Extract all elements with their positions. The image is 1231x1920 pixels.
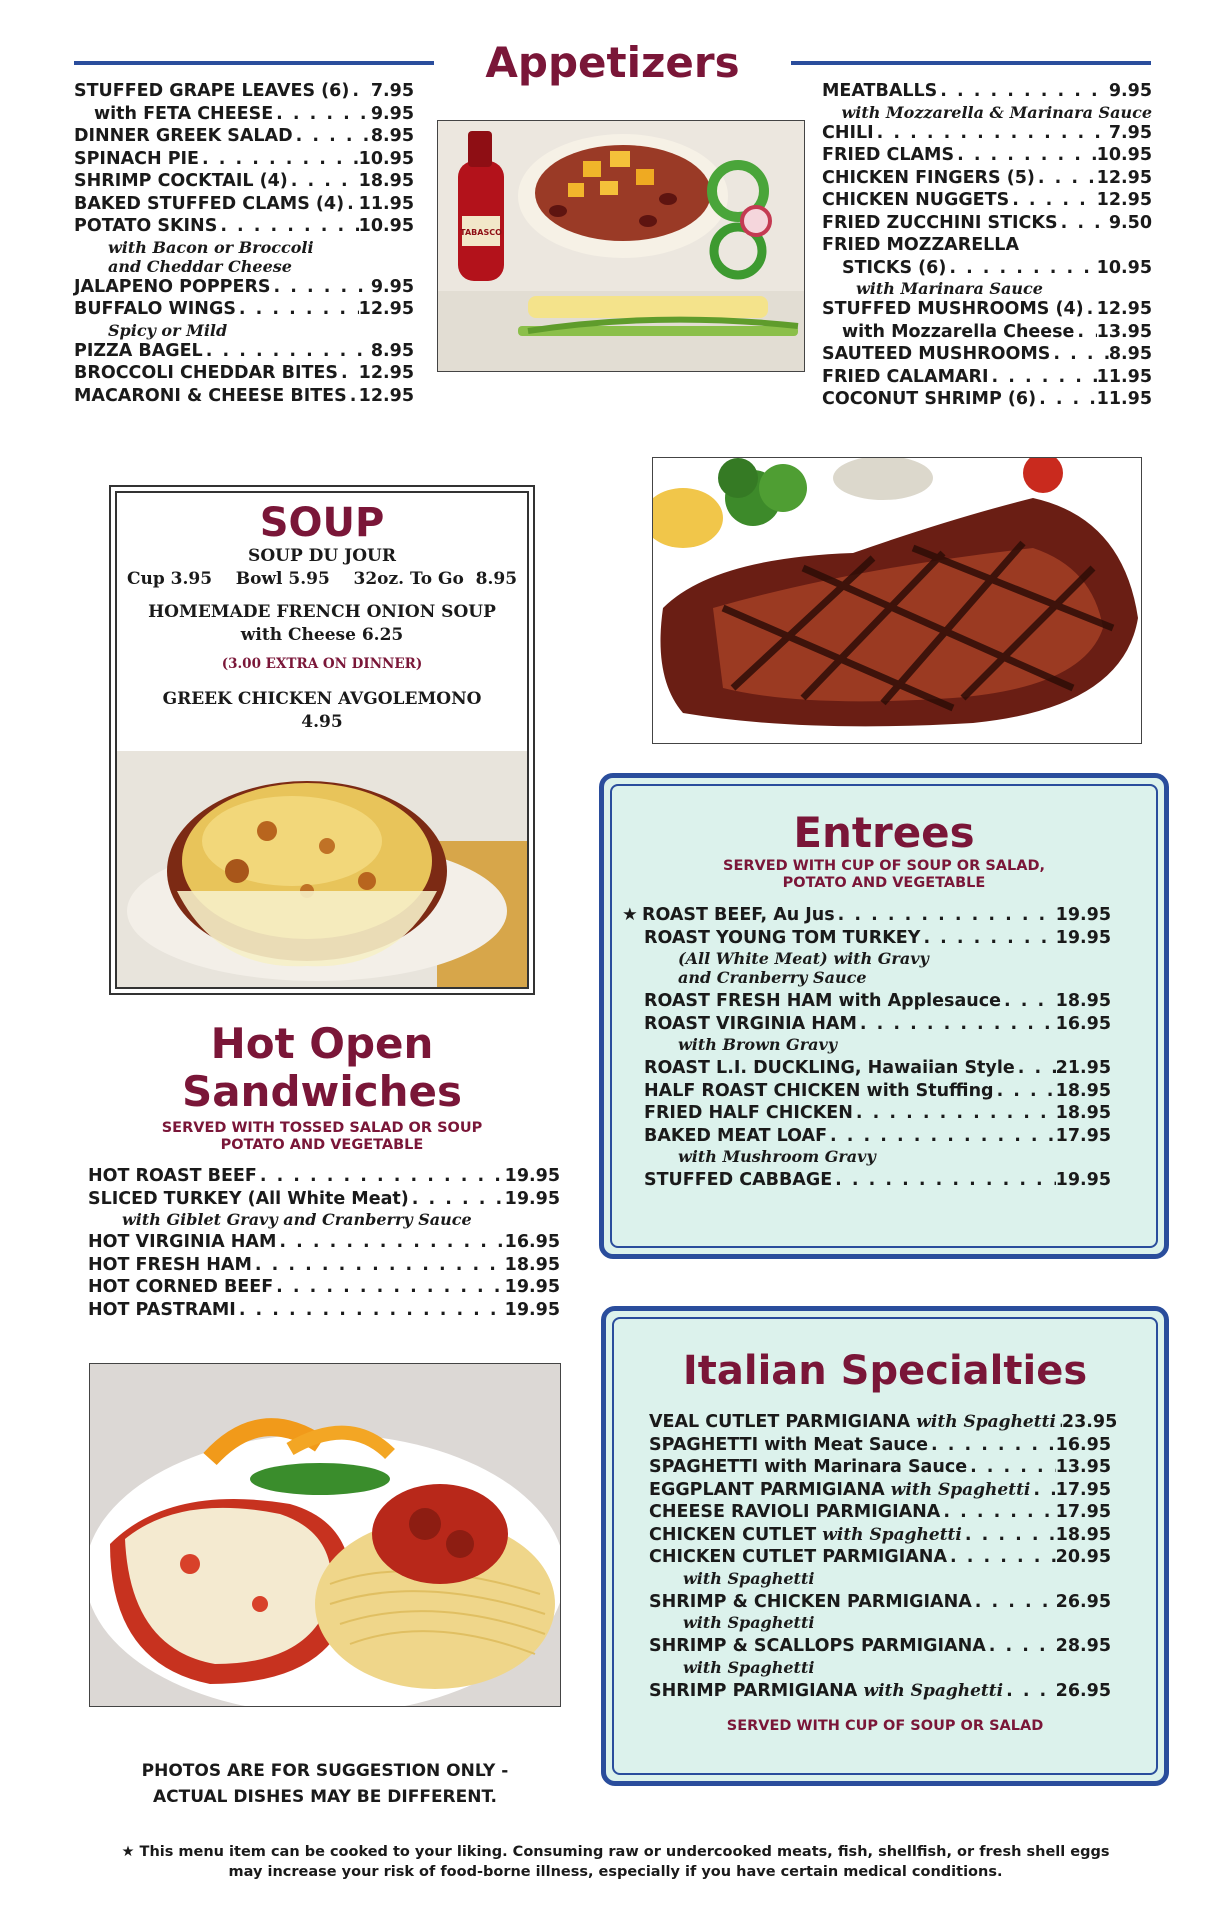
- item-note: with Spaghetti: [683, 1657, 815, 1677]
- item-price: 19.95: [504, 1188, 560, 1209]
- menu-item: [74, 80, 414, 103]
- item-name: FRIED HALF CHICKEN: [644, 1103, 853, 1123]
- menu-item: [649, 1434, 1111, 1457]
- item-name: FRIED CALAMARI: [822, 366, 989, 387]
- entrees-subtitle-2: POTATO AND VEGETABLE: [782, 875, 986, 891]
- entrees-subtitle-1: SERVED WITH CUP OF SOUP OR SALAD,: [723, 858, 1045, 874]
- italian-title: Italian Specialties: [682, 1348, 1088, 1394]
- menu-item: [644, 1169, 1111, 1192]
- menu-item: [644, 1102, 1111, 1125]
- item-price: 12.95: [1096, 190, 1152, 210]
- soup-box: [109, 485, 535, 995]
- item-name: COCONUT SHRIMP (6): [822, 389, 1037, 409]
- item-name: HOT ROAST BEEF: [88, 1166, 257, 1186]
- entrees-box: [599, 773, 1169, 1259]
- item-name: BAKED STUFFED CLAMS (4): [74, 193, 345, 214]
- item-price: 18.95: [358, 171, 414, 191]
- item-price: 10.95: [358, 148, 414, 169]
- leader-dots: [276, 1231, 504, 1254]
- item-name: BUFFALO WINGS: [74, 299, 236, 319]
- menu-item: [822, 144, 1152, 167]
- menu-item: [649, 1411, 1118, 1434]
- photo-disclaimer: [90, 1758, 560, 1810]
- item-price: 19.95: [1055, 905, 1111, 925]
- item-name: SHRIMP PARMIGIANA: [649, 1680, 858, 1701]
- item-price: 12.95: [358, 299, 414, 319]
- leader-dots: [273, 103, 371, 126]
- italian-list: [649, 1411, 1118, 1702]
- leader-dots: [344, 193, 359, 216]
- menu-item: [822, 298, 1152, 321]
- item-note: with Spaghetti: [683, 1568, 815, 1588]
- menu-item: [649, 1546, 1111, 1569]
- item-price: 12.95: [1096, 299, 1152, 319]
- menu-item: [822, 167, 1152, 190]
- item-name: PIZZA BAGEL: [74, 340, 203, 361]
- menu-item: [822, 343, 1152, 366]
- leader-dots: [962, 1524, 1056, 1547]
- item-name: CHICKEN CUTLET: [649, 1524, 817, 1545]
- item-price: 17.95: [1055, 1125, 1111, 1146]
- leader-dots: [1003, 1680, 1056, 1703]
- item-name: ROAST VIRGINIA HAM: [644, 1013, 857, 1034]
- item-price: 19.95: [504, 1299, 560, 1320]
- menu-item: [649, 1524, 1111, 1547]
- hot-open-subtitle-2: POTATO AND VEGETABLE: [220, 1137, 424, 1153]
- menu-item: [822, 388, 1152, 411]
- item-price: 26.95: [1055, 1680, 1111, 1701]
- item-price: 7.95: [1108, 122, 1152, 143]
- item-note: with Giblet Gravy and Cranberry Sauce: [122, 1210, 472, 1229]
- item-name: HOT VIRGINIA HAM: [88, 1232, 277, 1252]
- leader-dots: [236, 298, 359, 321]
- menu-item: [822, 234, 1152, 257]
- menu-item: [644, 1080, 1111, 1103]
- leader-dots: [288, 170, 359, 193]
- item-price: 8.95: [1108, 344, 1152, 364]
- leader-dots: [349, 80, 370, 103]
- item-note: with Brown Gravy: [678, 1035, 838, 1054]
- item-note: (All White Meat) with Gravy: [678, 949, 929, 968]
- item-name: CHICKEN CUTLET PARMIGIANA: [649, 1547, 947, 1567]
- item-note: with Spaghetti: [916, 1412, 1056, 1432]
- item-name: FRIED MOZZARELLA: [822, 235, 1020, 255]
- item-price: 17.95: [1055, 1479, 1111, 1500]
- leader-dots: [947, 1546, 1056, 1569]
- leader-dots: [857, 1013, 1056, 1036]
- item-price: 11.95: [358, 193, 414, 214]
- leader-dots: [928, 1434, 1056, 1457]
- item-name: ROAST L.I. DUCKLING, Hawaiian Style: [644, 1058, 1015, 1078]
- item-name: SHRIMP COCKTAIL (4): [74, 171, 288, 191]
- item-note: and Cranberry Sauce: [678, 968, 867, 987]
- item-name: with Mozzarella Cheese: [842, 321, 1075, 342]
- item-price: 9.95: [370, 276, 414, 297]
- item-note: and Cheddar Cheese: [108, 256, 292, 276]
- item-price: 11.95: [1096, 366, 1152, 387]
- item-name: CHILI: [822, 122, 874, 143]
- star-icon: ★: [121, 1844, 135, 1860]
- item-price: 12.95: [1096, 167, 1152, 188]
- menu-item: [649, 1479, 1111, 1502]
- footnote-line-1: This menu item can be cooked to your liking. Consuming raw or undercooked meats, fish, shellfish, or fresh shell eggs: [139, 1844, 1110, 1860]
- menu-item: [822, 80, 1152, 103]
- soup-du-jour-prices: Cup 3.95 Bowl 5.95 32oz. To Go 8.95: [126, 569, 518, 589]
- leader-dots: [989, 366, 1097, 389]
- item-price: 18.95: [1055, 1103, 1111, 1123]
- item-price: 13.95: [1096, 321, 1152, 342]
- menu-item: [88, 1188, 560, 1211]
- menu-item: [74, 385, 414, 408]
- menu-item: [644, 1057, 1111, 1080]
- leader-dots: [338, 362, 359, 385]
- item-name: ROAST BEEF, Au Jus: [642, 905, 835, 925]
- item-name: CHICKEN NUGGETS: [822, 190, 1010, 210]
- menu-item: [822, 212, 1152, 235]
- leader-dots: [874, 122, 1109, 145]
- appetizers-right-list: [822, 80, 1152, 411]
- menu-item: [644, 990, 1111, 1013]
- leader-dots: [1074, 321, 1096, 344]
- item-note: with Spaghetti: [683, 1613, 815, 1632]
- item-note: Spicy or Mild: [108, 320, 228, 340]
- item-price: 7.95: [370, 81, 414, 101]
- item-price: 18.95: [1055, 1080, 1111, 1101]
- item-price: 16.95: [504, 1232, 560, 1252]
- item-name: EGGPLANT PARMIGIANA: [649, 1479, 885, 1500]
- item-price: 18.95: [504, 1254, 560, 1275]
- item-name: MEATBALLS: [822, 81, 938, 101]
- leader-dots: [409, 1188, 505, 1211]
- leader-dots: [967, 1456, 1056, 1479]
- menu-item: [644, 1013, 1111, 1036]
- leader-dots: [236, 1299, 505, 1322]
- item-name: STICKS (6): [842, 257, 947, 278]
- menu-item: [74, 362, 414, 385]
- leader-dots: [946, 257, 1096, 280]
- leader-dots: [937, 80, 1109, 103]
- leader-dots: [273, 1276, 504, 1299]
- parmigiana-photo: [89, 1363, 561, 1707]
- item-note: with Mozzarella & Marinara Sauce: [841, 102, 1152, 122]
- menu-item: [644, 1125, 1111, 1148]
- item-name: HOT FRESH HAM: [88, 1254, 252, 1275]
- item-name: BAKED MEAT LOAF: [644, 1125, 828, 1146]
- leader-dots: [1035, 167, 1097, 190]
- item-name: JALAPENO POPPERS: [74, 276, 271, 297]
- item-name: POTATO SKINS: [74, 216, 218, 236]
- hot-open-subtitle: [100, 1120, 544, 1154]
- item-note: with Spaghetti: [863, 1680, 1004, 1701]
- leader-dots: [1015, 1057, 1056, 1080]
- leader-dots: [827, 1125, 1056, 1148]
- menu-item: [74, 125, 414, 148]
- item-name: CHICKEN FINGERS (5): [822, 167, 1035, 188]
- item-name: SPINACH PIE: [74, 148, 200, 169]
- leader-dots: [1084, 298, 1097, 321]
- menu-item: [74, 215, 414, 238]
- item-name: SHRIMP & SCALLOPS PARMIGIANA: [649, 1636, 986, 1656]
- item-name: DINNER GREEK SALAD: [74, 126, 293, 146]
- menu-item: [649, 1635, 1111, 1658]
- leader-dots: [217, 215, 358, 238]
- leader-dots: [1050, 343, 1108, 366]
- item-price: 8.95: [370, 340, 414, 361]
- italian-box: [601, 1306, 1169, 1786]
- appetizers-rule-right: [791, 61, 1151, 65]
- appetizers-rule-left: [74, 61, 434, 65]
- item-name: SAUTEED MUSHROOMS: [822, 344, 1051, 364]
- soup-du-jour: SOUP DU JOUR: [248, 546, 396, 566]
- item-price: 10.95: [1096, 145, 1152, 165]
- footnote: [0, 1842, 1231, 1882]
- french-onion-soup: HOMEMADE FRENCH ONION SOUP: [148, 602, 496, 622]
- menu-item: [74, 276, 414, 299]
- leader-dots: [271, 276, 371, 299]
- item-name: BROCCOLI CHEDDAR BITES: [74, 363, 338, 383]
- item-name: FRIED CLAMS: [822, 145, 955, 165]
- svg-text:TABASCO: TABASCO: [460, 228, 502, 237]
- entrees-title: Entrees: [793, 808, 975, 857]
- menu-item: [822, 321, 1152, 344]
- menu-item: [74, 170, 414, 193]
- chili-photo: [437, 120, 805, 372]
- leader-dots: [954, 144, 1097, 167]
- greek-avgolemono-price: 4.95: [301, 712, 343, 732]
- leader-dots: [940, 1501, 1055, 1524]
- menu-item: [822, 122, 1152, 145]
- photo-disclaimer-2: ACTUAL DISHES MAY BE DIFFERENT.: [153, 1787, 497, 1807]
- hot-open-title-line2: Sandwiches: [181, 1067, 463, 1116]
- appetizers-left-list: [74, 80, 414, 407]
- leader-dots: [1009, 189, 1096, 212]
- parmigiana-photo-art: [90, 1364, 560, 1706]
- item-price: 18.95: [1055, 1524, 1111, 1545]
- item-name: HOT PASTRAMI: [88, 1299, 236, 1320]
- item-price: 8.95: [370, 126, 414, 146]
- chili-photo-art: [438, 121, 804, 371]
- leader-dots: [257, 1165, 505, 1188]
- onion-soup-photo: [117, 751, 527, 987]
- menu-item: [74, 340, 414, 363]
- menu-item: [74, 103, 414, 126]
- leader-dots: [1001, 990, 1056, 1013]
- item-price: 11.95: [1096, 389, 1152, 409]
- menu-item: [74, 298, 414, 321]
- item-price: 9.50: [1108, 212, 1152, 233]
- leader-dots: [853, 1102, 1056, 1125]
- greek-avgolemono: GREEK CHICKEN AVGOLEMONO: [162, 689, 482, 709]
- menu-item: [88, 1254, 560, 1277]
- appetizers-title: Appetizers: [485, 38, 740, 87]
- item-price: 18.95: [1055, 991, 1111, 1011]
- dinner-extra: (3.00 EXTRA ON DINNER): [221, 656, 423, 672]
- item-note: with Bacon or Broccoli: [108, 237, 314, 257]
- menu-item: [649, 1501, 1111, 1524]
- item-price: 19.95: [1055, 1170, 1111, 1190]
- menu-item: [88, 1299, 560, 1322]
- item-name: MACARONI & CHEESE BITES: [74, 385, 347, 406]
- leader-dots: [920, 927, 1055, 950]
- leader-dots: [347, 385, 359, 408]
- leader-dots: [1030, 1479, 1055, 1502]
- leader-dots: [199, 148, 359, 171]
- item-price: 20.95: [1055, 1547, 1111, 1567]
- item-price: 17.95: [1055, 1502, 1111, 1522]
- item-name: ROAST YOUNG TOM TURKEY: [644, 927, 921, 948]
- item-price: 19.95: [504, 1166, 560, 1186]
- item-name: ROAST FRESH HAM with Applesauce: [644, 991, 1001, 1011]
- leader-dots: [1058, 212, 1109, 235]
- item-price: 19.95: [504, 1277, 560, 1297]
- item-price: 12.95: [358, 363, 414, 383]
- item-name: SPAGHETTI with Meat Sauce: [649, 1434, 928, 1455]
- star-icon: ★: [622, 905, 638, 925]
- item-price: 9.95: [370, 103, 414, 124]
- item-price: 16.95: [1055, 1434, 1111, 1455]
- item-price: 10.95: [1096, 257, 1152, 278]
- menu-item: [74, 148, 414, 171]
- menu-item: [842, 257, 1152, 280]
- item-name: FRIED ZUCCHINI STICKS: [822, 212, 1058, 233]
- menu-item: [644, 927, 1111, 950]
- leader-dots: [252, 1254, 505, 1277]
- entrees-list: [622, 904, 1111, 1192]
- steak-photo: [652, 457, 1142, 744]
- menu-item: [88, 1165, 560, 1188]
- leader-dots: [835, 904, 1056, 927]
- item-price: 13.95: [1055, 1457, 1111, 1477]
- item-name: HALF ROAST CHICKEN with Stuffing: [644, 1080, 994, 1101]
- photo-disclaimer-1: PHOTOS ARE FOR SUGGESTION ONLY -: [141, 1761, 509, 1781]
- soup-title: SOUP: [259, 500, 385, 546]
- item-price: 26.95: [1055, 1591, 1111, 1612]
- menu-item: [649, 1456, 1111, 1479]
- item-note: with Marinara Sauce: [856, 279, 1043, 298]
- item-price: 16.95: [1055, 1013, 1111, 1034]
- menu-item: [822, 189, 1152, 212]
- item-price: 23.95: [1061, 1412, 1118, 1432]
- leader-dots: [972, 1591, 1056, 1614]
- item-price: 10.95: [358, 216, 414, 236]
- item-name: STUFFED MUSHROOMS (4): [822, 299, 1084, 319]
- french-onion-price: with Cheese 6.25: [240, 625, 404, 645]
- leader-dots: [1036, 388, 1097, 411]
- item-note: with Mushroom Gravy: [678, 1147, 876, 1166]
- leader-dots: [994, 1080, 1056, 1103]
- item-price: 9.95: [1108, 81, 1152, 101]
- menu-item: [88, 1231, 560, 1254]
- onion-soup-art: [117, 751, 527, 987]
- item-price: 12.95: [358, 385, 414, 406]
- menu-item: [649, 1680, 1111, 1703]
- item-price: 28.95: [1055, 1636, 1111, 1656]
- item-name: VEAL CUTLET PARMIGIANA: [649, 1412, 911, 1432]
- hot-open-title: [100, 1020, 544, 1116]
- item-note: with Spaghetti: [822, 1524, 962, 1545]
- menu-item: [649, 1591, 1111, 1614]
- menu-item: [74, 193, 414, 216]
- footnote-line-2: may increase your risk of food-borne illness, especially if you have certain medical conditions.: [228, 1864, 1003, 1880]
- item-name: STUFFED CABBAGE: [644, 1170, 833, 1190]
- steak-photo-art: [653, 458, 1141, 743]
- hot-open-subtitle-1: SERVED WITH TOSSED SALAD OR SOUP: [161, 1120, 483, 1136]
- item-price: 21.95: [1055, 1058, 1111, 1078]
- item-name: CHEESE RAVIOLI PARMIGIANA: [649, 1502, 941, 1522]
- leader-dots: [832, 1169, 1055, 1192]
- leader-dots: [293, 125, 371, 148]
- hot-open-list: [88, 1165, 560, 1321]
- item-name: SHRIMP & CHICKEN PARMIGIANA: [649, 1591, 972, 1612]
- italian-footer: SERVED WITH CUP OF SOUP OR SALAD: [726, 1718, 1044, 1734]
- menu-item: [88, 1276, 560, 1299]
- item-name: HOT CORNED BEEF: [88, 1277, 274, 1297]
- leader-dots: [986, 1635, 1056, 1658]
- item-name: SPAGHETTI with Marinara Sauce: [649, 1457, 968, 1477]
- menu-item: [622, 904, 1111, 927]
- item-name: STUFFED GRAPE LEAVES (6): [74, 81, 350, 101]
- item-name: SLICED TURKEY (All White Meat): [88, 1188, 409, 1209]
- hot-open-title-line1: Hot Open: [210, 1019, 434, 1068]
- leader-dots: [203, 340, 371, 363]
- item-name: with FETA CHEESE: [94, 103, 274, 124]
- item-note: with Spaghetti: [890, 1479, 1031, 1500]
- item-price: 19.95: [1055, 927, 1111, 948]
- menu-item: [822, 366, 1152, 389]
